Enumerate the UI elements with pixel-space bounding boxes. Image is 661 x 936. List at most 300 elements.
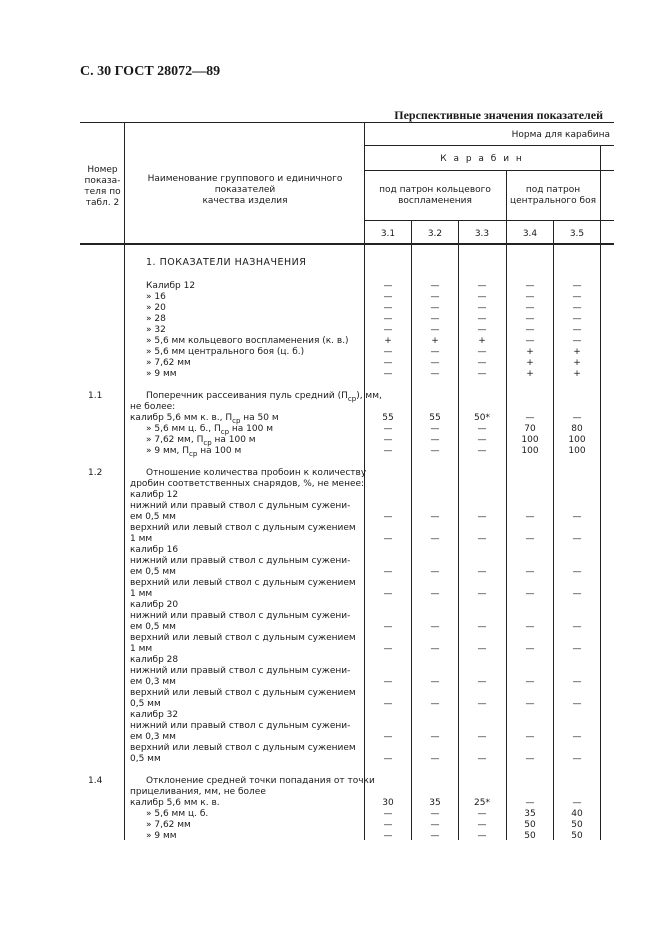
row-label [130, 512, 176, 523]
table-row [0, 644, 661, 655]
table-row [0, 820, 661, 831]
section-title [146, 257, 306, 268]
row-value-1: — [383, 512, 393, 522]
row-value-5: — [572, 699, 582, 709]
row-label-subscript: ср [220, 427, 230, 436]
row-value-4: — [525, 314, 535, 324]
row-value-1: — [383, 732, 393, 742]
table-row [0, 369, 661, 380]
row-label-text: 0,5 мм [130, 699, 161, 709]
table-row [0, 413, 661, 424]
row-label [146, 314, 166, 325]
row-label-text: нижний или правый ствол с дульным сужени- [130, 611, 351, 621]
row-value-2: — [430, 292, 440, 302]
row-label [130, 600, 178, 611]
row-value-1: — [383, 325, 393, 335]
table-row [0, 798, 661, 809]
row-number: 1.2 [88, 468, 103, 478]
row-label-tail: на 100 м [229, 424, 273, 434]
table-row [0, 281, 661, 292]
row-value-5: 100 [568, 446, 586, 456]
row-label [146, 446, 241, 460]
header-bottom-border [80, 243, 614, 245]
table-row [0, 578, 661, 589]
row-label-text: » 28 [146, 314, 166, 324]
col-number-3-4: 3.4 [522, 229, 538, 239]
row-value-3: — [477, 512, 487, 522]
table-row [0, 545, 661, 556]
row-value-1: — [383, 754, 393, 764]
row-value-4: — [525, 589, 535, 599]
row-label [130, 578, 356, 589]
row-label [130, 644, 152, 655]
row-value-4: — [525, 732, 535, 742]
row-label-text: » 9 мм [146, 369, 177, 379]
col-number-3-2: 3.2 [427, 229, 443, 239]
row-label-text: калибр 5,6 мм к. в. [130, 798, 220, 808]
row-value-2: — [430, 699, 440, 709]
row-value-3: — [477, 677, 487, 687]
row-label-text: » 32 [146, 325, 166, 335]
row-value-1: — [383, 347, 393, 357]
row-label-text: нижний или правый ствол с дульным сужени- [130, 556, 351, 566]
row-label [130, 798, 220, 809]
row-value-2: — [430, 303, 440, 313]
row-label-text: верхний или левый ствол с дульным сужением [130, 523, 356, 533]
row-value-5: — [572, 325, 582, 335]
table-row [0, 468, 661, 479]
row-value-5: — [572, 567, 582, 577]
row-value-3: — [477, 435, 487, 445]
karabin-header: К а р а б и н [440, 154, 524, 164]
row-label [130, 754, 161, 765]
row-label [130, 567, 176, 578]
row-value-1: — [383, 567, 393, 577]
table-row [0, 732, 661, 743]
table-row [0, 743, 661, 754]
table-row [0, 336, 661, 347]
row-value-2: — [430, 622, 440, 632]
karabin-divider [364, 170, 614, 171]
row-value-3: + [478, 336, 486, 346]
row-label-text: » 5,6 мм кольцевого воспламенения (к. в.) [146, 336, 349, 346]
row-value-4: — [525, 413, 535, 423]
row-label-text: » 7,62 мм, П [146, 435, 204, 445]
row-label-text: » 5,6 мм центрального боя (ц. б.) [146, 347, 305, 357]
row-value-5: — [572, 512, 582, 522]
table-row [0, 611, 661, 622]
table-row [0, 688, 661, 699]
row-label-text: калибр 32 [130, 710, 179, 720]
row-value-4: 70 [524, 424, 536, 434]
row-value-4: 100 [521, 435, 539, 445]
table-row [0, 325, 661, 336]
row-label [130, 501, 350, 512]
row-label [146, 336, 349, 347]
table-row [0, 347, 661, 358]
row-value-2: — [430, 809, 440, 819]
row-value-1: + [384, 336, 392, 346]
row-label-subscript: ср [347, 394, 357, 403]
row-label [130, 402, 175, 413]
row-label-text: » 5,6 мм ц. б. [146, 809, 209, 819]
row-value-4: — [525, 567, 535, 577]
row-label-text: » 7,62 мм [146, 820, 191, 830]
table-row [0, 314, 661, 325]
table-row [0, 721, 661, 732]
row-value-1: — [383, 314, 393, 324]
row-value-4: — [525, 677, 535, 687]
row-value-5: — [572, 292, 582, 302]
row-value-5: + [573, 369, 581, 379]
row-value-2: — [430, 446, 440, 456]
row-value-2: — [430, 369, 440, 379]
row-value-1: — [383, 292, 393, 302]
table-row [0, 831, 661, 842]
row-label-text: 1 мм [130, 644, 153, 654]
row-value-1: — [383, 534, 393, 544]
row-value-5: — [572, 732, 582, 742]
row-label [130, 743, 356, 754]
col-number-3-3: 3.3 [474, 229, 490, 239]
row-value-3: — [477, 347, 487, 357]
row-value-3: — [477, 325, 487, 335]
row-value-5: — [572, 798, 582, 808]
row-value-5: 50 [571, 820, 583, 830]
table-caption: Перспективные значения показателей [394, 108, 603, 122]
row-number: 1.1 [88, 391, 103, 401]
row-value-3: — [477, 644, 487, 654]
row-value-1: — [383, 820, 393, 830]
row-label [146, 468, 366, 479]
row-value-2: — [430, 512, 440, 522]
table-row [0, 446, 661, 457]
row-value-2: — [430, 424, 440, 434]
row-label [130, 710, 178, 721]
table-row [0, 402, 661, 413]
table-row [0, 787, 661, 798]
row-value-4: 100 [521, 446, 539, 456]
row-label-tail: на 50 м [240, 413, 279, 423]
row-value-3: — [477, 820, 487, 830]
row-value-2: 35 [429, 798, 441, 808]
row-label-text: » 9 мм, П [146, 446, 190, 456]
row-label [130, 611, 350, 622]
table-row [0, 699, 661, 710]
row-value-3: — [477, 754, 487, 764]
row-value-1: — [383, 446, 393, 456]
row-value-4: — [525, 699, 535, 709]
row-value-3: — [477, 831, 487, 841]
row-label [130, 633, 356, 644]
row-value-2: — [430, 732, 440, 742]
row-value-2: — [430, 281, 440, 291]
row-value-4: + [526, 358, 534, 368]
row-value-3: — [477, 358, 487, 368]
table-row [0, 666, 661, 677]
row-value-4: — [525, 798, 535, 808]
row-label-text: 0,5 мм [130, 754, 161, 764]
row-label [130, 721, 350, 732]
table-row [0, 655, 661, 666]
row-label-text: ем 0,5 мм [130, 512, 176, 522]
row-value-4: — [525, 325, 535, 335]
table-row [0, 589, 661, 600]
row-value-4: — [525, 644, 535, 654]
row-value-1: — [383, 435, 393, 445]
row-value-3: 25* [474, 798, 490, 808]
table-row [0, 391, 661, 402]
row-label-text: калибр 16 [130, 545, 179, 555]
row-label [130, 479, 364, 490]
row-label [146, 303, 166, 314]
row-value-1: — [383, 424, 393, 434]
row-value-1: — [383, 809, 393, 819]
row-value-5: 50 [571, 831, 583, 841]
table-row [0, 567, 661, 578]
table-row [0, 479, 661, 490]
row-value-5: 100 [568, 435, 586, 445]
row-label-text: » 16 [146, 292, 166, 302]
row-value-4: — [525, 754, 535, 764]
table-top-border [80, 122, 614, 123]
row-value-1: — [383, 831, 393, 841]
row-value-4: — [525, 534, 535, 544]
norm-divider [364, 145, 614, 146]
table-row [0, 754, 661, 765]
row-value-1: — [383, 622, 393, 632]
row-value-4: — [525, 512, 535, 522]
row-value-2: — [430, 677, 440, 687]
row-label-text: Поперечник рассеивания пуль средний (П [146, 391, 348, 401]
row-value-5: 80 [571, 424, 583, 434]
table-row [0, 710, 661, 721]
row-label [146, 347, 304, 358]
table-row [0, 677, 661, 688]
row-value-4: + [526, 347, 534, 357]
row-label [130, 787, 266, 798]
row-value-3: 50* [474, 413, 490, 423]
row-value-3: — [477, 292, 487, 302]
row-label-subscript: ср [189, 449, 198, 458]
row-value-2: — [430, 325, 440, 335]
row-value-2: — [430, 435, 440, 445]
row-value-3: — [477, 622, 487, 632]
row-value-5: — [572, 754, 582, 764]
row-value-1: — [383, 303, 393, 313]
row-value-5: — [572, 622, 582, 632]
col1-header: Номер показа- теля по табл. 2 [84, 165, 121, 208]
table-row [0, 435, 661, 446]
row-label-text: дробин соответственных снарядов, %, не менее: [130, 479, 365, 489]
row-label-text: Калибр 12 [146, 281, 196, 291]
col-number-3-5: 3.5 [569, 229, 585, 239]
row-label-text: Отношение количества пробоин к количеству [146, 468, 367, 478]
row-value-3: — [477, 281, 487, 291]
row-value-2: — [430, 820, 440, 830]
row-label [146, 358, 191, 369]
row-label [146, 369, 177, 380]
row-label-subscript: ср [232, 416, 241, 425]
table-row [0, 556, 661, 567]
row-value-2: — [430, 347, 440, 357]
row-label [130, 666, 350, 677]
row-label-text: верхний или левый ствол с дульным сужением [130, 743, 356, 753]
table-row [0, 424, 661, 435]
row-label [146, 325, 166, 336]
row-value-4: — [525, 281, 535, 291]
row-value-3: — [477, 567, 487, 577]
table-row [0, 303, 661, 314]
table-row [0, 523, 661, 534]
row-label-tail: ), мм, [356, 391, 382, 401]
row-label-text: » 7,62 мм [146, 358, 191, 368]
row-value-2: — [430, 831, 440, 841]
row-label [130, 545, 178, 556]
row-value-4: — [525, 336, 535, 346]
row-label-text: » 5,6 мм ц. б., П [146, 424, 221, 434]
norm-header: Норма для карабина [511, 130, 610, 140]
row-label-tail: на 100 м [197, 446, 242, 456]
row-value-5: — [572, 589, 582, 599]
row-value-4: 35 [524, 809, 536, 819]
table-row [0, 534, 661, 545]
table-row [0, 257, 661, 268]
table-row [0, 501, 661, 512]
row-value-1: — [383, 677, 393, 687]
row-number: 1.4 [88, 776, 103, 786]
row-value-5: — [572, 677, 582, 687]
row-label [130, 589, 152, 600]
row-value-1: 55 [382, 413, 394, 423]
row-value-5: — [572, 336, 582, 346]
row-label [130, 677, 176, 688]
group-a-header: под патрон кольцевого воспламенения [379, 185, 491, 206]
row-value-1: — [383, 369, 393, 379]
row-value-1: — [383, 358, 393, 368]
row-value-2: — [430, 534, 440, 544]
row-label [130, 490, 178, 501]
row-value-5: + [573, 358, 581, 368]
row-value-1: — [383, 644, 393, 654]
row-value-3: — [477, 809, 487, 819]
row-label-text: ем 0,3 мм [130, 732, 176, 742]
row-label-text: нижний или правый ствол с дульным сужени- [130, 501, 351, 511]
row-label-text: не более: [130, 402, 176, 412]
row-label-text: верхний или левый ствол с дульным сужением [130, 633, 356, 643]
row-label-text: 1. ПОКАЗАТЕЛИ НАЗНАЧЕНИЯ [146, 257, 307, 268]
row-value-4: — [525, 303, 535, 313]
row-label-text: калибр 20 [130, 600, 179, 610]
row-label-text: прицеливания, мм, не более [130, 787, 266, 797]
table-row [0, 622, 661, 633]
row-label [130, 622, 176, 633]
row-label-text: верхний или левый ствол с дульным сужением [130, 688, 356, 698]
row-value-3: — [477, 369, 487, 379]
table-row [0, 776, 661, 787]
row-value-2: + [431, 336, 439, 346]
row-value-3: — [477, 424, 487, 434]
row-label-text: » 9 мм [146, 831, 177, 841]
row-label [146, 809, 208, 820]
row-value-1: — [383, 699, 393, 709]
row-value-5: — [572, 314, 582, 324]
row-label [130, 534, 152, 545]
row-label-text: калибр 12 [130, 490, 179, 500]
row-label-text: ем 0,5 мм [130, 567, 176, 577]
table-row [0, 809, 661, 820]
row-label [146, 831, 177, 842]
row-label [146, 281, 195, 292]
row-label-text: 1 мм [130, 534, 153, 544]
row-value-1: — [383, 281, 393, 291]
row-label-text: ем 0,3 мм [130, 677, 176, 687]
row-label [130, 655, 178, 666]
row-value-2: 55 [429, 413, 441, 423]
row-value-3: — [477, 446, 487, 456]
page-header: С. 30 ГОСТ 28072—89 [80, 64, 221, 79]
col-number-3-1: 3.1 [380, 229, 396, 239]
row-value-4: — [525, 622, 535, 632]
row-value-2: — [430, 358, 440, 368]
row-label-text: ем 0,5 мм [130, 622, 176, 632]
row-value-1: 30 [382, 798, 394, 808]
row-label [130, 556, 350, 567]
row-value-4: — [525, 292, 535, 302]
row-label [130, 523, 356, 534]
table-row [0, 512, 661, 523]
row-label-subscript: ср [203, 438, 212, 447]
row-value-4: 50 [524, 820, 536, 830]
row-value-2: — [430, 589, 440, 599]
row-label [146, 820, 191, 831]
row-label [146, 776, 375, 787]
row-value-1: — [383, 589, 393, 599]
row-value-3: — [477, 314, 487, 324]
row-value-4: 50 [524, 831, 536, 841]
row-value-3: — [477, 732, 487, 742]
row-value-2: — [430, 567, 440, 577]
group-divider [364, 220, 614, 221]
row-label-text: Отклонение средней точки попадания от точки [146, 776, 375, 786]
row-label [130, 699, 161, 710]
row-value-3: — [477, 589, 487, 599]
row-value-5: — [572, 413, 582, 423]
row-value-5: + [573, 347, 581, 357]
row-label [146, 292, 166, 303]
row-label-text: нижний или правый ствол с дульным сужени- [130, 666, 351, 676]
col2-header: Наименование группового и единичного показателей качества изделия [147, 174, 343, 206]
row-value-5: — [572, 281, 582, 291]
row-label-text: верхний или левый ствол с дульным сужением [130, 578, 356, 588]
row-label [130, 732, 176, 743]
row-value-3: — [477, 303, 487, 313]
row-label-text: калибр 5,6 мм к. в., П [130, 413, 233, 423]
group-b-header: под патрон центрального боя [509, 185, 597, 206]
row-value-2: — [430, 754, 440, 764]
row-value-4: + [526, 369, 534, 379]
table-row [0, 633, 661, 644]
row-label-text: нижний или правый ствол с дульным сужени- [130, 721, 351, 731]
row-label-text: калибр 28 [130, 655, 179, 665]
table-row [0, 600, 661, 611]
row-value-3: — [477, 699, 487, 709]
row-value-5: 40 [571, 809, 583, 819]
table-row [0, 292, 661, 303]
row-value-5: — [572, 303, 582, 313]
row-label-text: 1 мм [130, 589, 153, 599]
row-label-text: » 20 [146, 303, 166, 313]
